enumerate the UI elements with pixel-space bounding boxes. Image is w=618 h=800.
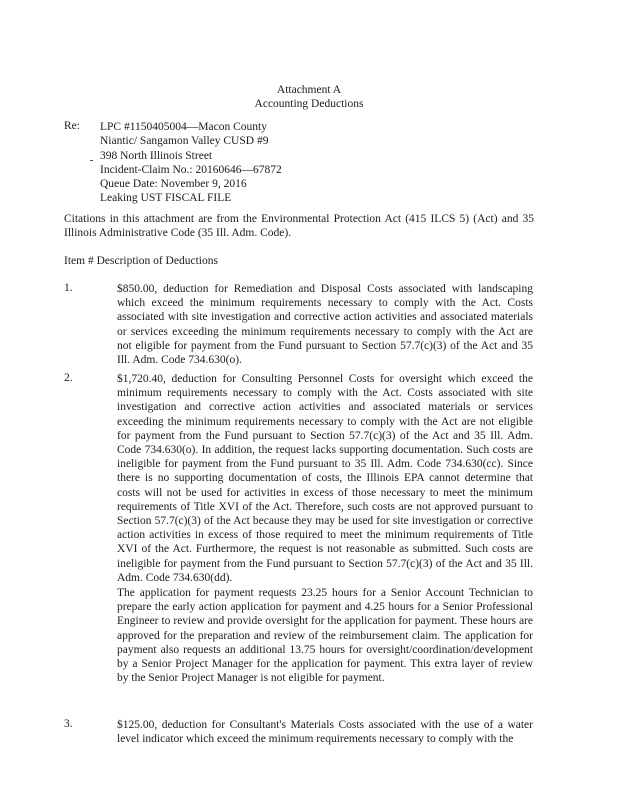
re-line: Incident-Claim No.: 20160646—67872 [100, 163, 282, 176]
item-1-text: $850.00, deduction for Remediation and Disposal Costs associated with landscaping which exceed the minimum requirements necessary to comply with the Act. Costs associated with site investigation and corrective action activities and associated materials or services exceeding the minimum requirements necessary to comply with the Act are not eligible for payment from the Fund pursuant to Section 57.7(c)(3) of the Act and 35 Ill. Adm. Code 734.630(o). [117, 283, 533, 367]
item-header: Item # Description of Deductions [64, 255, 218, 267]
re-line: LPC #1150405004—Macon County [100, 121, 267, 133]
re-line: 398 North Illinois Street [100, 149, 213, 162]
item-3-text: $125.00, deduction for Consultant's Materials Costs associated with the use of a water level indicator which exceed the minimum requirements necessary to comply with the [117, 719, 533, 746]
scan-speck [90, 160, 93, 161]
item-number: 2. [64, 372, 73, 384]
item-2-text: $1,720.40, deduction for Consulting Personnel Costs for oversight which exceed the minimum requirements necessary to comply with the Act. Costs associated with site investigation and corrective action activities and associated materials or services exceeding the minimum requirements necessary to comply with the Act are not eligible for payment from the Fund pursuant to Section 57.7(c)(3) of the Act and 35 Ill. Adm. Code 734.630(o). In addition, the request lacks supporting documentation. Such costs are ineligible for payment from the Fund pursuant to 35 Ill. Adm. Code 734.630(cc). Since there is no supporting documentation of costs, the Illinois EPA cannot determine that costs will not be used for activities in excess of those necessary to meet the minimum requirements of Title XVI of the Act. Therefore, such costs are not approved pursuant to Section 57.7(c)(3) of the Act because they may be used for site investigation or corrective action activities in excess of those required to meet the minimum requirements of Title XVI of the Act. Furthermore, the request is not reasonable as submitted. Such costs are ineligible for payment from the Fund pursuant to Section 57.7(c)(3) of the Act and 35 Ill. Adm. Code 734.630(dd). [117, 373, 533, 584]
attachment-subtitle: Accounting Deductions [254, 98, 364, 110]
re-label: Re: [64, 120, 80, 132]
attachment-title: Attachment A [276, 84, 342, 96]
citations-paragraph: Citations in this attachment are from the Environmental Protection Act (415 ILCS 5) (Act) and 35 Illinois Administrative Code (35 Ill. Adm. Code). [64, 213, 534, 240]
re-line: Queue Date: November 9, 2016 [100, 178, 247, 191]
re-line: Niantic/ Sangamon Valley CUSD #9 [100, 135, 269, 148]
re-line: Leaking UST FISCAL FILE [100, 192, 232, 205]
item-number: 3. [64, 718, 73, 730]
item-2-text-continued: The application for payment requests 23.25 hours for a Senior Account Technician to prepare the early action application for payment and 4.25 hours for a Senior Professional Engineer to review and provide oversight for the application for payment. These hours are approved for the preparation and review of the reimbursement claim. The application for payment also requests an additional 13.75 hours for oversight/coordination/development by a Senior Project Manager for the application for payment. This extra layer of review by the Senior Project Manager is not eligible for payment. [117, 587, 533, 685]
re-block [100, 120, 282, 206]
item-number: 1. [64, 282, 73, 294]
